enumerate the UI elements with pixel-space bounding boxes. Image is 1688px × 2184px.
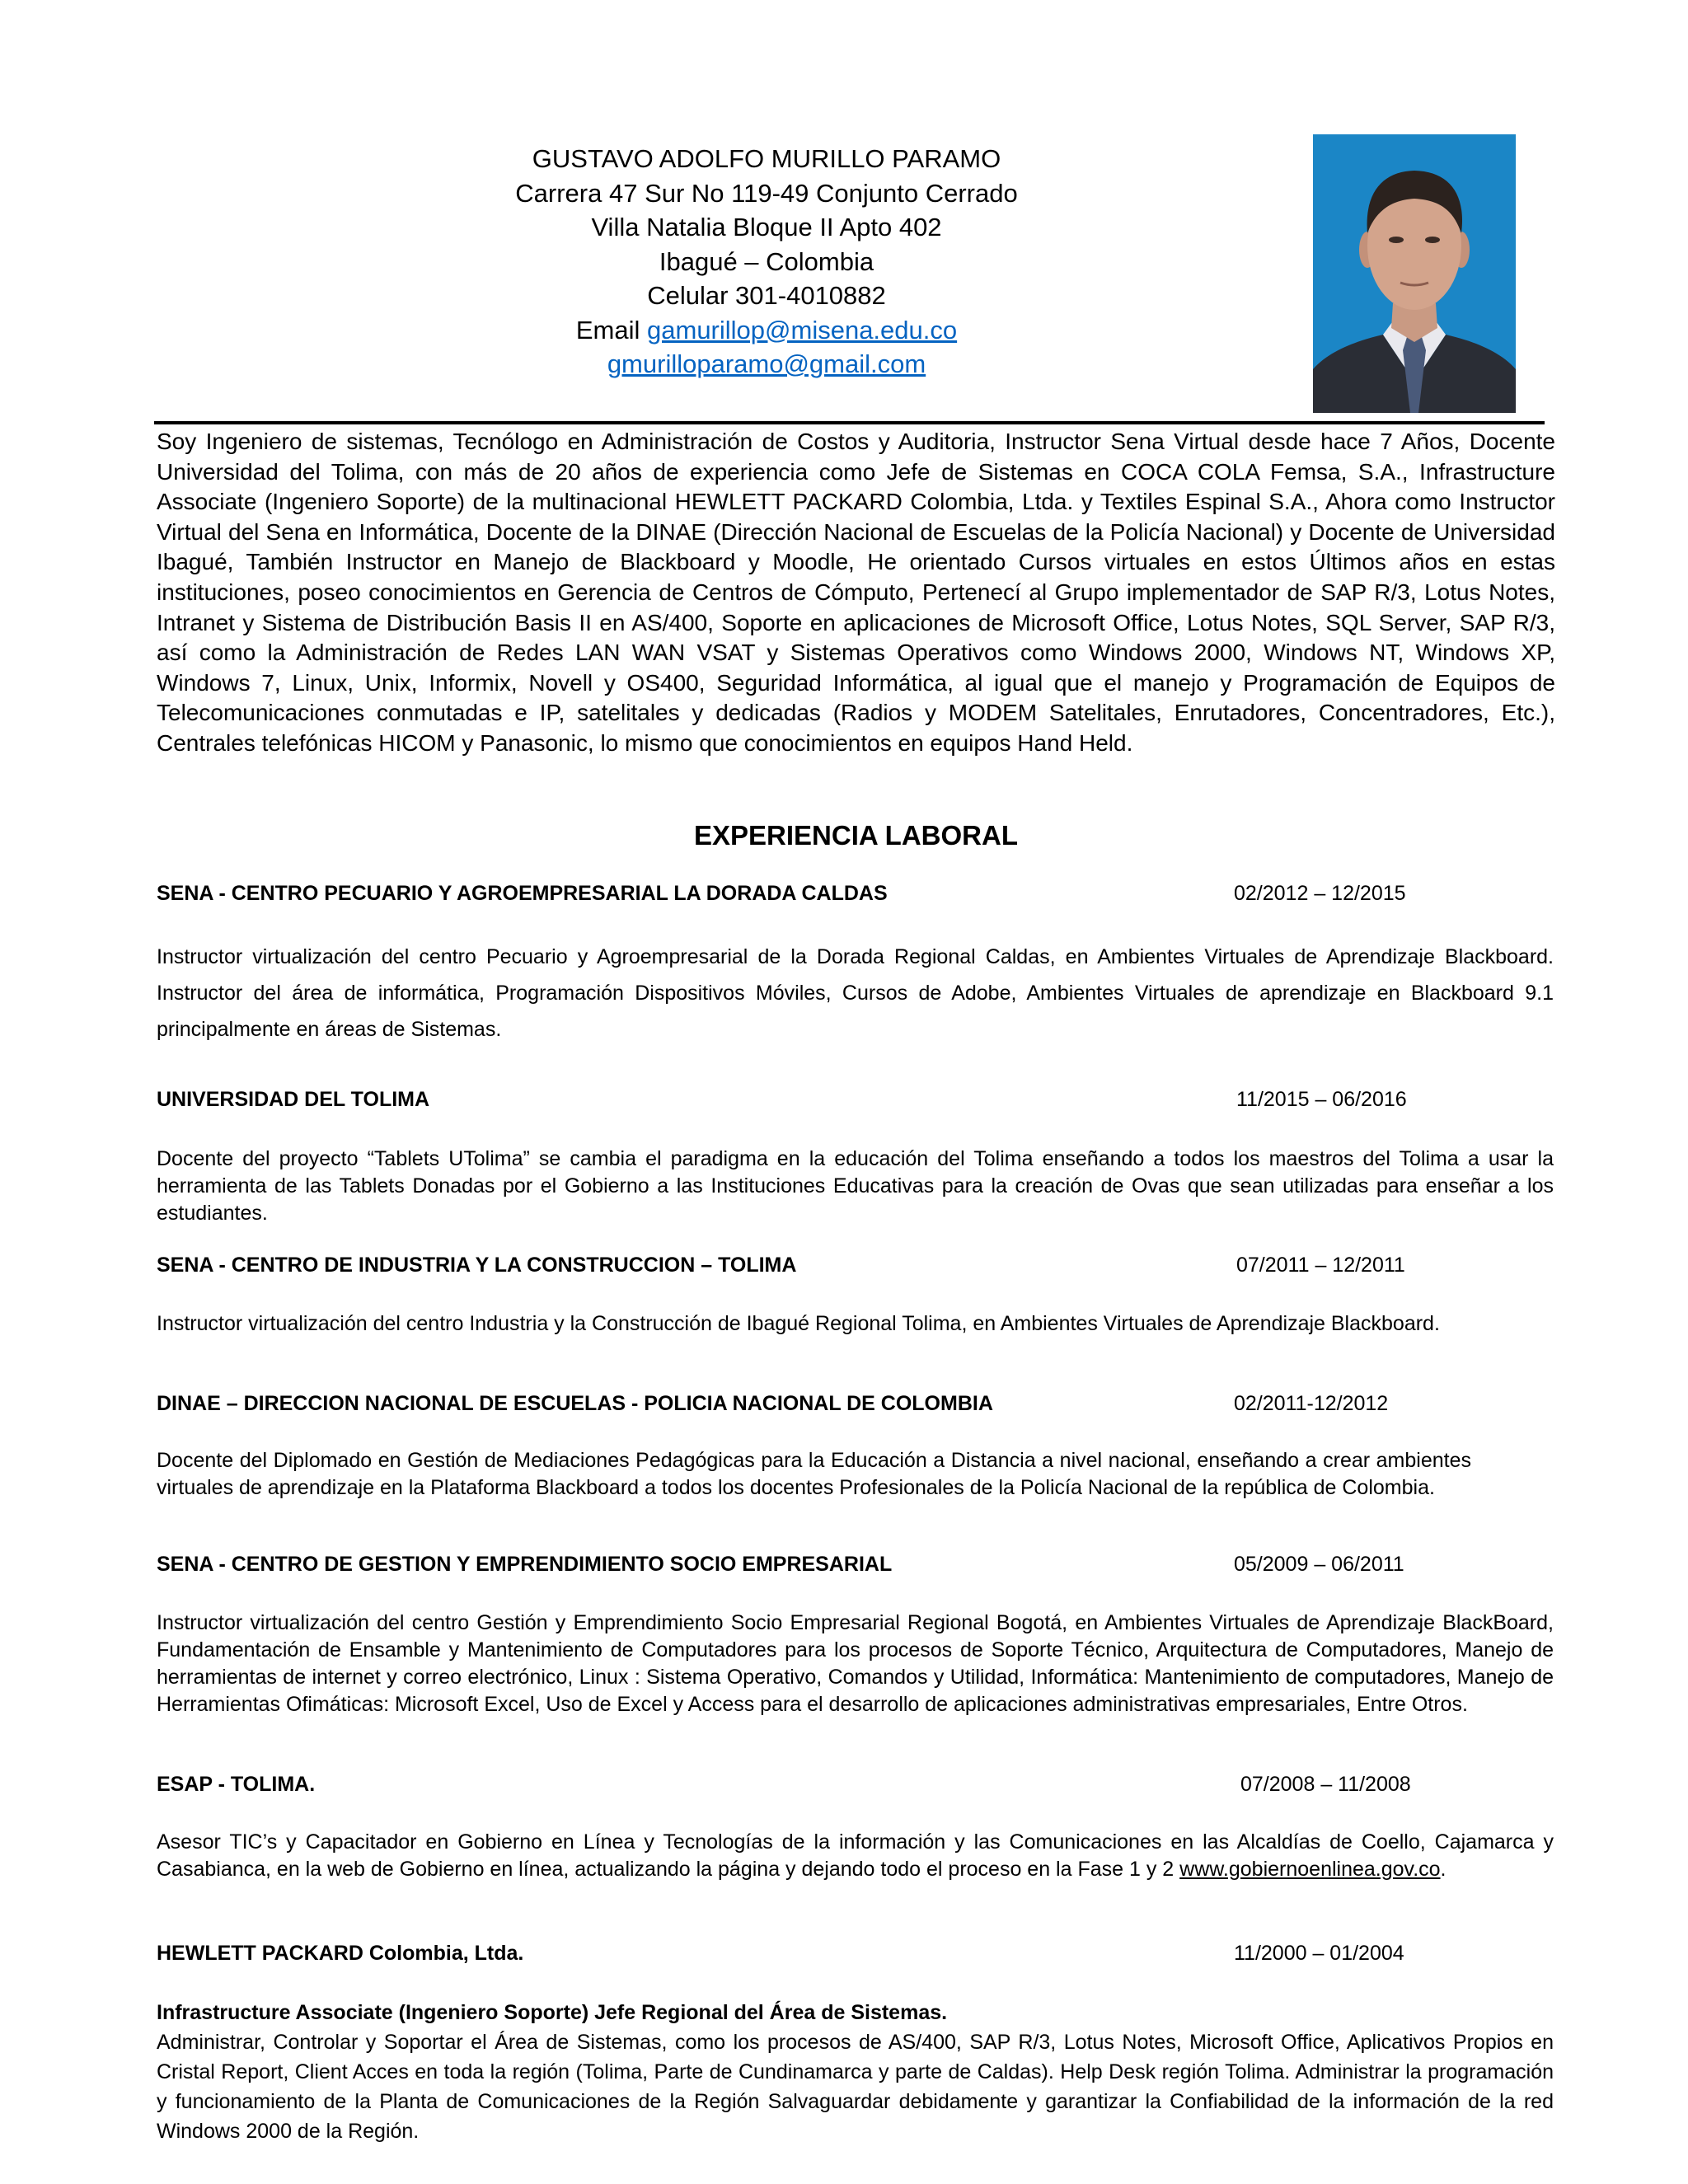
- job-dates: 02/2011-12/2012: [1234, 1392, 1389, 1415]
- job-dates: 11/2015 – 06/2016: [1236, 1088, 1407, 1111]
- job-title: DINAE – DIRECCION NACIONAL DE ESCUELAS - POLICIA NACIONAL DE COLOMBIA: [157, 1392, 993, 1415]
- job-title: ESAP - TOLIMA.: [157, 1773, 316, 1796]
- section-title-experience: EXPERIENCIA LABORAL: [694, 820, 1018, 851]
- email-line-2: [363, 347, 1170, 382]
- job-dates: 11/2000 – 01/2004: [1234, 1942, 1404, 1965]
- job-dates: 07/2008 – 11/2008: [1240, 1773, 1411, 1796]
- job-title: SENA - CENTRO DE INDUSTRIA Y LA CONSTRUCCION – TOLIMA: [157, 1254, 797, 1277]
- email-link-2[interactable]: gmurilloparamo@gmail.com: [607, 349, 926, 378]
- link-suffix: .: [1440, 1858, 1447, 1881]
- email-link-1[interactable]: gamurillop@misena.edu.co: [647, 315, 958, 344]
- job-dates: 05/2009 – 06/2011: [1234, 1553, 1404, 1576]
- city: Ibagué – Colombia: [659, 246, 874, 276]
- job-description: Docente del proyecto “Tablets UTolima” se cambia el paradigma en la educación del Tolima enseñando a todos los maestros del Tolima a usar la herramienta de las Tablets Donadas por el Gobierno a las Instituciones Educativas para la creación de Ovas que sean utilizadas para enseñar a los estudiantes.: [157, 1147, 1554, 1225]
- job-description: [157, 1998, 1554, 2146]
- profile-summary: Soy Ingeniero de sistemas, Tecnólogo en Administración de Costos y Auditoria, Instructor Sena Virtual desde hace 7 Años, Docente Universidad del Tolima, con más de 20 años de experiencia como Jefe de Sistemas en COCA COLA Femsa, S.A., Infrastructure Associate (Ingeniero Soporte) de la multinacional HEWLETT PACKARD Colombia, Ltda. y Textiles Espinal S.A., Ahora como Instructor Virtual del Sena en Informática, Docente de la DINAE (Dirección Nacional de Escuelas de la Policía Nacional) y Docente de Universidad Ibagué, También Instructor en Manejo de Blackboard y Moodle, He orientado Cursos virtuales en estos Últimos años en estas instituciones, poseo conocimientos en Gerencia de Centros de Cómputo, Pertenecí al Grupo implementador de SAP R/3, Lotus Notes, Intranet y Sistema de Distribución Basis II en AS/400, Soporte en aplicaciones de Microsoft Office, Lotus Notes, SQL Server, SAP R/3, así como la Administración de Redes LAN WAN VSAT y Sistemas Operativos como Windows 2000, Windows NT, Windows XP, Windows 7, Linux, Unix, Informix, Novell y OS400, Seguridad Informática, al igual que el manejo y Programación de Equipos de Telecomunicaciones conmutadas e IP, satelitales y dedicadas (Radios y MODEM Satelitales, Enrutadores, Concentradores, Etc.), Centrales telefónicas HICOM y Panasonic, lo mismo que conocimientos en equipos Hand Held.: [157, 429, 1555, 756]
- job-dates: 07/2011 – 12/2011: [1236, 1254, 1405, 1277]
- portrait-image: [1313, 134, 1516, 413]
- job-title: SENA - CENTRO PECUARIO Y AGROEMPRESARIAL LA DORADA CALDAS: [157, 882, 888, 905]
- profile-photo: [1313, 134, 1516, 413]
- job-description: Instructor virtualización del centro Gestión y Emprendimiento Socio Empresarial Regional Bogotá, en Ambientes Virtuales de Aprendizaje BlackBoard, Fundamentación de Ensamble y Mantenimiento de Computadores para los procesos de Soporte Técnico, Arquitectura de Computadores, Manejo de herramientas de internet y correo electrónico, Linux : Sistema Operativo, Comandos y Utilidad, Informática: Mantenimiento de computadores, Manejo de Herramientas Ofimáticas: Microsoft Excel, Uso de Excel y Access para el desarrollo de aplicaciones administrativas empresariales, Entre Otros.: [157, 1611, 1554, 1716]
- job-dates: 02/2012 – 12/2015: [1234, 882, 1406, 905]
- contact-block: [363, 142, 1170, 382]
- gobierno-link[interactable]: www.gobiernoenlinea.gov.co: [1179, 1858, 1441, 1881]
- job-description: Docente del Diplomado en Gestión de Mediaciones Pedagógicas para la Educación a Distancia a nivel nacional, enseñando a crear ambientes virtuales de aprendizaje en la Plataforma Blackboard a todos los docentes Profesionales de la Policía Nacional de la república de Colombia.: [157, 1449, 1471, 1499]
- header-divider: [154, 421, 1545, 424]
- email-label: Email: [575, 315, 640, 344]
- job-title: SENA - CENTRO DE GESTION Y EMPRENDIMIENTO SOCIO EMPRESARIAL: [157, 1553, 893, 1576]
- full-name: GUSTAVO ADOLFO MURILLO PARAMO: [532, 144, 1001, 173]
- address-line-2: Villa Natalia Bloque II Apto 402: [591, 213, 942, 241]
- email-line: [363, 313, 1170, 348]
- job-title: UNIVERSIDAD DEL TOLIMA: [157, 1088, 430, 1111]
- job-title: HEWLETT PACKARD Colombia, Ltda.: [157, 1942, 524, 1965]
- job-description: Instructor virtualización del centro Pecuario y Agroempresarial de la Dorada Regional Caldas, en Ambientes Virtuales de Aprendizaje Blackboard. Instructor del área de informática, Programación Dispositivos Móviles, Cursos de Adobe, Ambientes Virtuales de aprendizaje en Blackboard 9.1 principalmente en áreas de Sistemas.: [157, 945, 1554, 1041]
- job-role: Infrastructure Associate (Ingeniero Soporte) Jefe Regional del Área de Sistemas.: [157, 2001, 948, 2024]
- phone: Celular 301-4010882: [647, 281, 886, 310]
- job-description: [157, 1829, 1554, 1883]
- address-line-1: Carrera 47 Sur No 119-49 Conjunto Cerrado: [515, 178, 1018, 208]
- job-description: Instructor virtualización del centro Industria y la Construcción de Ibagué Regional Tolima, en Ambientes Virtuales de Aprendizaje Blackboard.: [157, 1312, 1440, 1335]
- job-description-text: Asesor TIC’s y Capacitador en Gobierno en Línea y Tecnologías de la información y las Comunicaciones en las Alcaldías de Coello, Cajamarca y Casabianca, en la web de Gobierno en línea, actualizando la página y dejando todo el proceso en la Fase 1 y 2: [157, 1830, 1554, 1881]
- job-description-text: Administrar, Controlar y Soportar el Área de Sistemas, como los procesos de AS/400, SAP R/3, Lotus Notes, Microsoft Office, Aplicativos Propios en Cristal Report, Client Acces en toda la región (Tolima, Parte de Cundinamarca y parte de Caldas). Help Desk región Tolima. Administrar la programación y funcionamiento de la Planta de Comunicaciones de la Región Salvaguardar debidamente y garantizar la Confiabilidad de la información de la red Windows 2000 de la Región.: [157, 2031, 1554, 2143]
